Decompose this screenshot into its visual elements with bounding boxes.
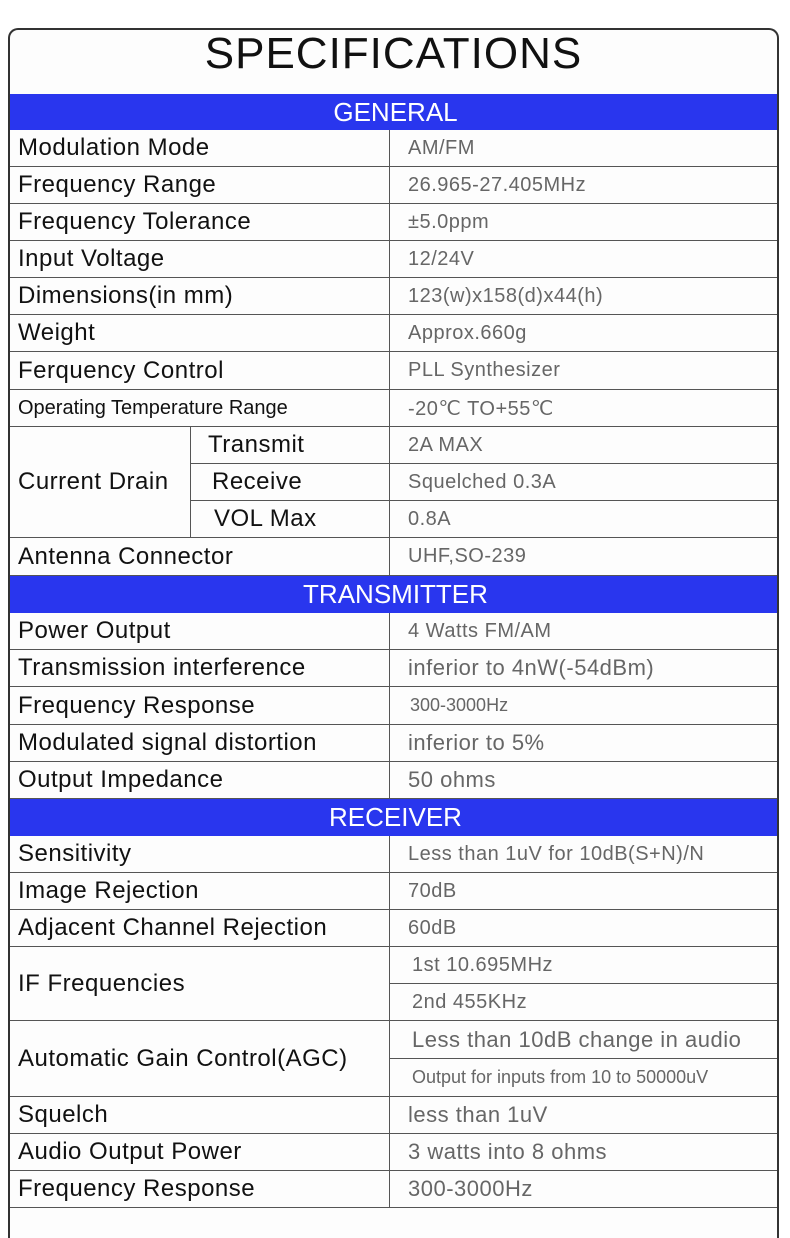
spec-label: Dimensions(in mm) (10, 278, 390, 315)
spec-value: 2A MAX (390, 427, 779, 464)
spec-label: Transmission interference (10, 650, 390, 687)
section-header-receiver: RECEIVER (10, 799, 779, 836)
current-drain-label: Current Drain (10, 427, 191, 538)
spec-value: Less than 1uV for 10dB(S+N)/N (390, 836, 779, 873)
section-header-transmitter: TRANSMITTER (10, 576, 779, 613)
spec-label: Output Impedance (10, 762, 390, 799)
spec-value: 1st 10.695MHz (390, 947, 779, 984)
current-drain-sub-label: VOL Max (191, 501, 390, 538)
spec-label: Input Voltage (10, 241, 390, 278)
if-frequencies-label: IF Frequencies (10, 947, 390, 1021)
spec-label: Frequency Response (10, 1171, 390, 1208)
spec-value: 70dB (390, 873, 779, 910)
spec-label: Frequency Tolerance (10, 204, 390, 241)
spec-value: -20℃ TO+55℃ (390, 390, 779, 427)
spec-label: Adjacent Channel Rejection (10, 910, 390, 947)
spec-sheet (8, 28, 779, 1238)
spec-label: Ferquency Control (10, 352, 390, 390)
spec-value: UHF,SO-239 (390, 538, 779, 576)
spec-label: Image Rejection (10, 873, 390, 910)
spec-label: Sensitivity (10, 836, 390, 873)
spec-value: AM/FM (390, 130, 779, 167)
spec-value: Approx.660g (390, 315, 779, 352)
spec-label: Audio Output Power (10, 1134, 390, 1171)
spec-value: 0.8A (390, 501, 779, 538)
spec-label: Modulation Mode (10, 130, 390, 167)
spec-value: inferior to 4nW(-54dBm) (390, 650, 779, 687)
spec-value: 50 ohms (390, 762, 779, 799)
spec-value: 3 watts into 8 ohms (390, 1134, 779, 1171)
current-drain-sub-label: Receive (191, 464, 390, 501)
spec-value: ±5.0ppm (390, 204, 779, 241)
spec-value: 2nd 455KHz (390, 984, 779, 1021)
spec-label: Power Output (10, 613, 390, 650)
agc-label: Automatic Gain Control(AGC) (10, 1021, 390, 1097)
page-title: SPECIFICATIONS (204, 29, 583, 78)
spec-value: Less than 10dB change in audio (390, 1021, 779, 1059)
spec-label: Operating Temperature Range (10, 390, 390, 427)
spec-value: 26.965-27.405MHz (390, 167, 779, 204)
spec-label: Weight (10, 315, 390, 352)
spec-value: less than 1uV (390, 1097, 779, 1134)
spec-value: Squelched 0.3A (390, 464, 779, 501)
spec-value: 300-3000Hz (390, 1171, 779, 1208)
spec-value: Output for inputs from 10 to 50000uV (390, 1059, 779, 1097)
spec-value: 300-3000Hz (390, 687, 779, 725)
spec-value: 12/24V (390, 241, 779, 278)
spec-value: 123(w)x158(d)x44(h) (390, 278, 779, 315)
current-drain-sub-label: Transmit (191, 427, 390, 464)
spec-value: PLL Synthesizer (390, 352, 779, 390)
spec-value: 4 Watts FM/AM (390, 613, 779, 650)
spec-label: Frequency Range (10, 167, 390, 204)
spec-value: 60dB (390, 910, 779, 947)
spec-label: Squelch (10, 1097, 390, 1134)
spec-label: Frequency Response (10, 687, 390, 725)
section-header-general: GENERAL (10, 94, 779, 130)
spec-label: Antenna Connector (10, 538, 390, 576)
spec-label: Modulated signal distortion (10, 725, 390, 762)
spec-value: inferior to 5% (390, 725, 779, 762)
